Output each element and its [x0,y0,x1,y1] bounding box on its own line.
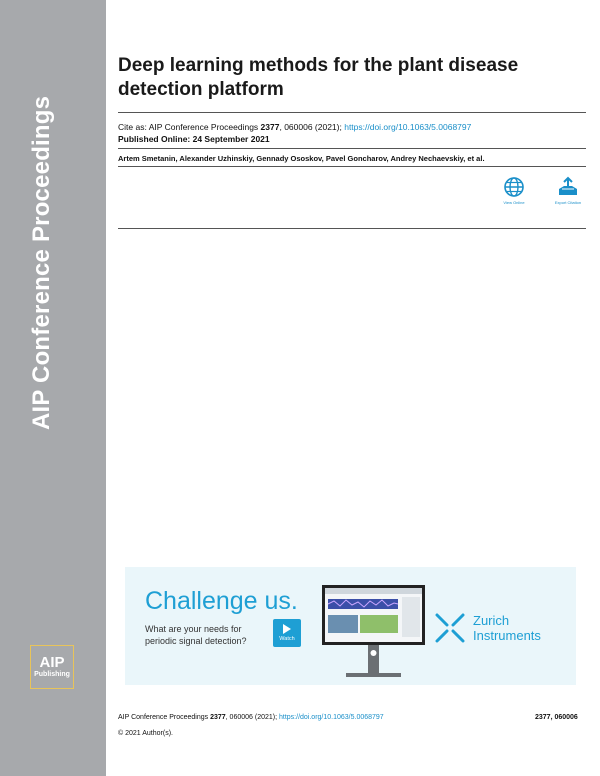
logo-text-publishing: Publishing [34,671,70,678]
brand-line-2: Instruments [473,628,541,643]
zurich-instruments-name [473,613,541,643]
article-title: Deep learning methods for the plant disease detection platform [118,55,519,100]
aip-publishing-logo[interactable] [30,645,74,689]
footer-citation-rest: , 060006 (2021); [225,714,279,721]
export-citation-icon [556,176,580,198]
zurich-instruments-advert[interactable] [125,567,576,685]
watch-label: Watch [279,636,295,642]
brand-line-1: Zurich [473,613,510,628]
export-citation-button[interactable] [544,176,592,205]
citation-line [118,122,471,132]
ad-subline-1: What are your needs for [145,624,242,634]
title-divider [118,112,586,113]
zurich-instruments-x-icon [435,613,465,643]
journal-sidebar [0,0,106,776]
authors-divider [118,148,586,149]
doi-link[interactable]: https://doi.org/10.1063/5.0068797 [344,122,472,132]
view-online-label: View Online [503,200,525,205]
actions-divider [118,166,586,167]
watch-video-button[interactable] [273,619,301,647]
header-bottom-divider [118,228,586,229]
footer-right-rest: , 060006 [550,714,578,721]
ad-subline [145,623,247,647]
play-icon [283,624,291,634]
published-online: Published Online: 24 September 2021 [118,134,270,144]
logo-text-aip: AIP [39,654,65,671]
citation-rest: , 060006 (2021); [279,122,345,132]
ad-headline: Challenge us. [145,587,298,615]
citation-volume: 2377 [260,122,280,132]
copyright-notice: © 2021 Author(s). [118,730,173,737]
authors-list[interactable]: Artem Smetanin, Alexander Uzhinskiy, Gennady Ososkov, Pavel Goncharov, Andrey Nechaevskiy, et al. [118,154,485,163]
footer-page-ref [535,714,578,721]
zurich-instruments-logo[interactable] [435,613,541,643]
export-citation-label: Export Citation [554,200,582,205]
footer-citation-prefix: AIP Conference Proceedings [118,714,211,721]
monitor-screen-image [322,585,425,685]
footer-doi-link[interactable]: https://doi.org/10.1063/5.0068797 [279,714,384,721]
citation-prefix: Cite as: AIP Conference Proceedings [118,122,261,132]
footer-right-volume: 2377 [535,714,551,721]
footer-citation [118,714,384,721]
footer-citation-volume: 2377 [210,714,226,721]
ad-subline-2: periodic signal detection? [145,636,247,646]
view-online-button[interactable] [490,176,538,205]
globe-icon [503,176,525,198]
journal-name-vertical: AIP Conference Proceedings [28,95,55,430]
